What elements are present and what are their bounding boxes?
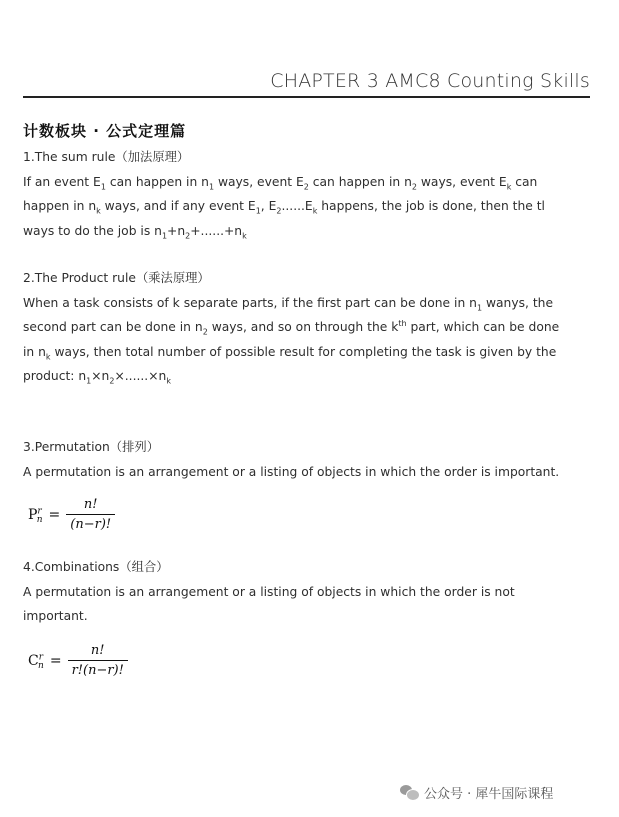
combinations-formula-lhs: $C^r_n$ [28, 651, 44, 672]
sum-rule-line-3: ways to do the job is $n_1+n_2+......+n_k$ [23, 223, 247, 240]
product-rule-heading: 2.The Product rule（乘法原理） [23, 271, 210, 285]
combinations-line-1: A permutation is an arrangement or a listing of objects in which the order is not [23, 584, 515, 599]
product-rule-line-3: in $n_k$ ways, then total number of possible result for completing the task is given by the [23, 344, 557, 361]
chapter-header: CHAPTER 3 AMC8 Counting Skills [270, 70, 590, 92]
combinations-formula: $C^r_n$ = $\frac{n!}{r!(n-r)!}$ [28, 643, 128, 678]
permutation-fraction [66, 497, 115, 532]
combinations-heading: 4.Combinations（组合） [23, 560, 169, 574]
product-rule-line-1: When a task consists of k separate parts, if the first part can be done in $n_1$ wanys, the [23, 295, 554, 312]
sum-rule-section [23, 145, 583, 243]
header-rule [23, 96, 590, 98]
watermark-text: 公众号 · 犀牛国际课程 [424, 787, 554, 802]
sum-rule-line-1: If an event $E_1$ can happen in $n_1$ ways, event $E_2$ can happen in $n_2$ ways, event $E_k$ can [23, 174, 538, 191]
permutation-formula: $P^r_n$ = $\frac{n!}{(n-r)!}$ [28, 497, 115, 532]
permutation-formula-lhs: $P^r_n$ [28, 505, 43, 526]
permutation-heading: 3.Permutation（排列） [23, 440, 159, 454]
permutation-text: A permutation is an arrangement or a listing of objects in which the order is important. [23, 464, 560, 479]
combinations-line-2: important. [23, 609, 88, 623]
permutation-section [23, 435, 583, 484]
permutation-numerator: n! [83, 497, 98, 512]
section-title: 计数板块 · 公式定理篇 [23, 122, 187, 140]
product-rule-section [23, 266, 583, 389]
combinations-numerator: n! [90, 643, 105, 658]
sum-rule-heading: 1.The sum rule（加法原理） [23, 150, 190, 164]
combinations-fraction [68, 643, 128, 678]
combinations-section [23, 555, 583, 629]
product-rule-line-4: product: $n_1\times n_2\times......\times n_k$ [23, 369, 171, 386]
product-rule-line-2: second part can be done in $n_2$ ways, and so on through the $k^{th}$ part, which can be done [23, 318, 560, 337]
sum-rule-line-2: happen in $n_k$ ways, and if any event $E_1$, $E_2......E_k$ happens, the job is done, then the tl [23, 199, 545, 216]
combinations-denominator: r!(n−r)! [71, 663, 124, 678]
wechat-icon [400, 785, 418, 800]
permutation-denominator: (n−r)! [70, 517, 112, 532]
watermark [400, 783, 553, 802]
